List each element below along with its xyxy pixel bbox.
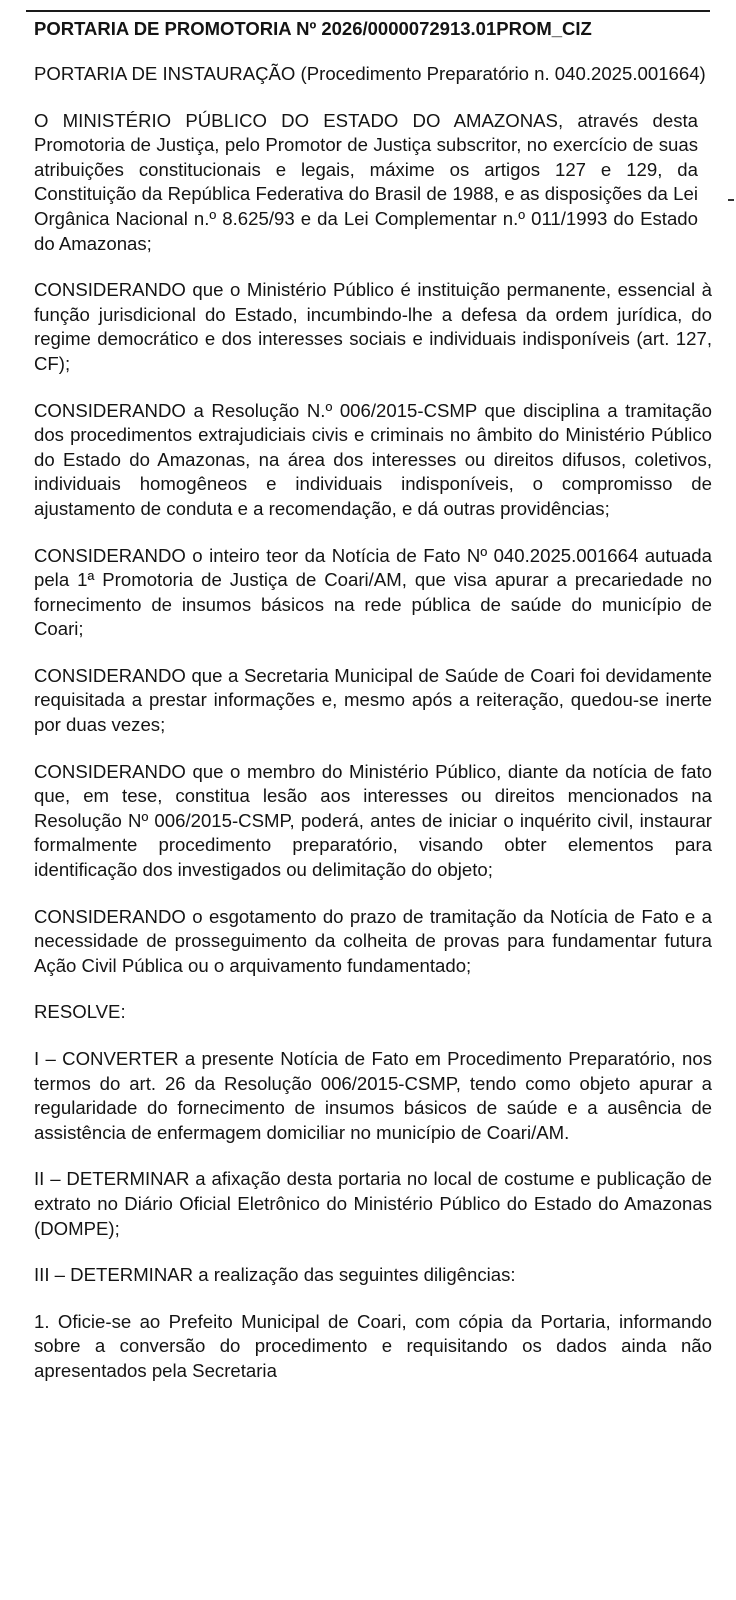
instauration-heading: PORTARIA DE INSTAURAÇÃO (Procedimento Preparatório n. 040.2025.001664) [34,63,706,84]
document-body [34,16,712,1406]
considering-paragraph-2: CONSIDERANDO a Resolução N.º 006/2015-CSMP que disciplina a tramitação dos procedimentos extrajudiciais civis e criminais no âmbito do Ministério Público do Estado do Amazonas, na área dos interesses ou direitos difusos, coletivos, individuais homogêneos e individuais indisponíveis, o compromisso de ajustamento de conduta e a recomendação, e dá outras providências; [34,399,712,519]
document-title: PORTARIA DE PROMOTORIA Nº 2026/0000072913.01PROM_CIZ [34,18,592,39]
considering-paragraph-6: CONSIDERANDO o esgotamento do prazo de tramitação da Notícia de Fato e a necessidade de prosseguimento da colheita de provas para fundamentar futura Ação Civil Pública ou o arquivamento fundamentado; [34,905,712,976]
considering-paragraph-4: CONSIDERANDO que a Secretaria Municipal de Saúde de Coari foi devidamente requisitada a prestar informações e, mesmo após a reiteração, quedou-se inerte por duas vezes; [34,664,712,736]
considering-paragraph-3: CONSIDERANDO o inteiro teor da Notícia de Fato Nº 040.2025.001664 autuada pela 1ª Promotoria de Justiça de Coari/AM, que visa apurar a precariedade no fornecimento de insumos básicos na rede pública de saúde do município de Coari; [34,544,712,640]
considering-paragraph-5: CONSIDERANDO que o membro do Ministério Público, diante da notícia de fato que, em tese, constitua lesão aos interesses ou direitos mencionados na Resolução Nº 006/2015-CSMP, poderá, antes de iniciar o inquérito civil, instaurar formalmente procedimento preparatório, visando obter elementos para identificação dos investigados ou delimitação do objeto; [34,760,712,881]
diligence-item-1: 1. Oficie-se ao Prefeito Municipal de Coari, com cópia da Portaria, informando sobre a conversão do procedimento e requisitando os dados ainda não apresentados pela Secretaria [34,1310,712,1381]
resolution-item-2: II – DETERMINAR a afixação desta portaria no local de costume e publicação de extrato no Diário Oficial Eletrônico do Ministério Público do Estado do Amazonas (DOMPE); [34,1168,712,1239]
preamble-paragraph: O MINISTÉRIO PÚBLICO DO ESTADO DO AMAZONAS, através desta Promotoria de Justiça, pelo Promotor de Justiça subscritor, no exercício de suas atribuições constitucionais e legais, máxime os artigos 127 e 129, da Constituição da República Federativa do Brasil de 1988, e as disposições da Lei Orgânica Nacional n.º 8.625/93 e da Lei Complementar n.º 011/1993 do Estado do Amazonas; [34,109,698,254]
margin-mark [728,199,734,201]
considering-paragraph-1: CONSIDERANDO que o Ministério Público é instituição permanente, essencial à função jurisdicional do Estado, incumbindo-lhe a defesa da ordem jurídica, do regime democrático e dos interesses sociais e individuais indisponíveis (art. 127, CF); [34,279,712,374]
header-rule [26,10,710,12]
resolution-item-3: III – DETERMINAR a realização das seguintes diligências: [34,1264,516,1286]
resolve-heading: RESOLVE: [34,1001,126,1023]
resolution-item-1: I – CONVERTER a presente Notícia de Fato em Procedimento Preparatório, nos termos do art. 26 da Resolução 006/2015-CSMP, tendo como objeto apurar a regularidade do fornecimento de insumos básicos de saúde e a ausência de assistência de enfermagem domiciliar no município de Coari/AM. [34,1048,712,1143]
